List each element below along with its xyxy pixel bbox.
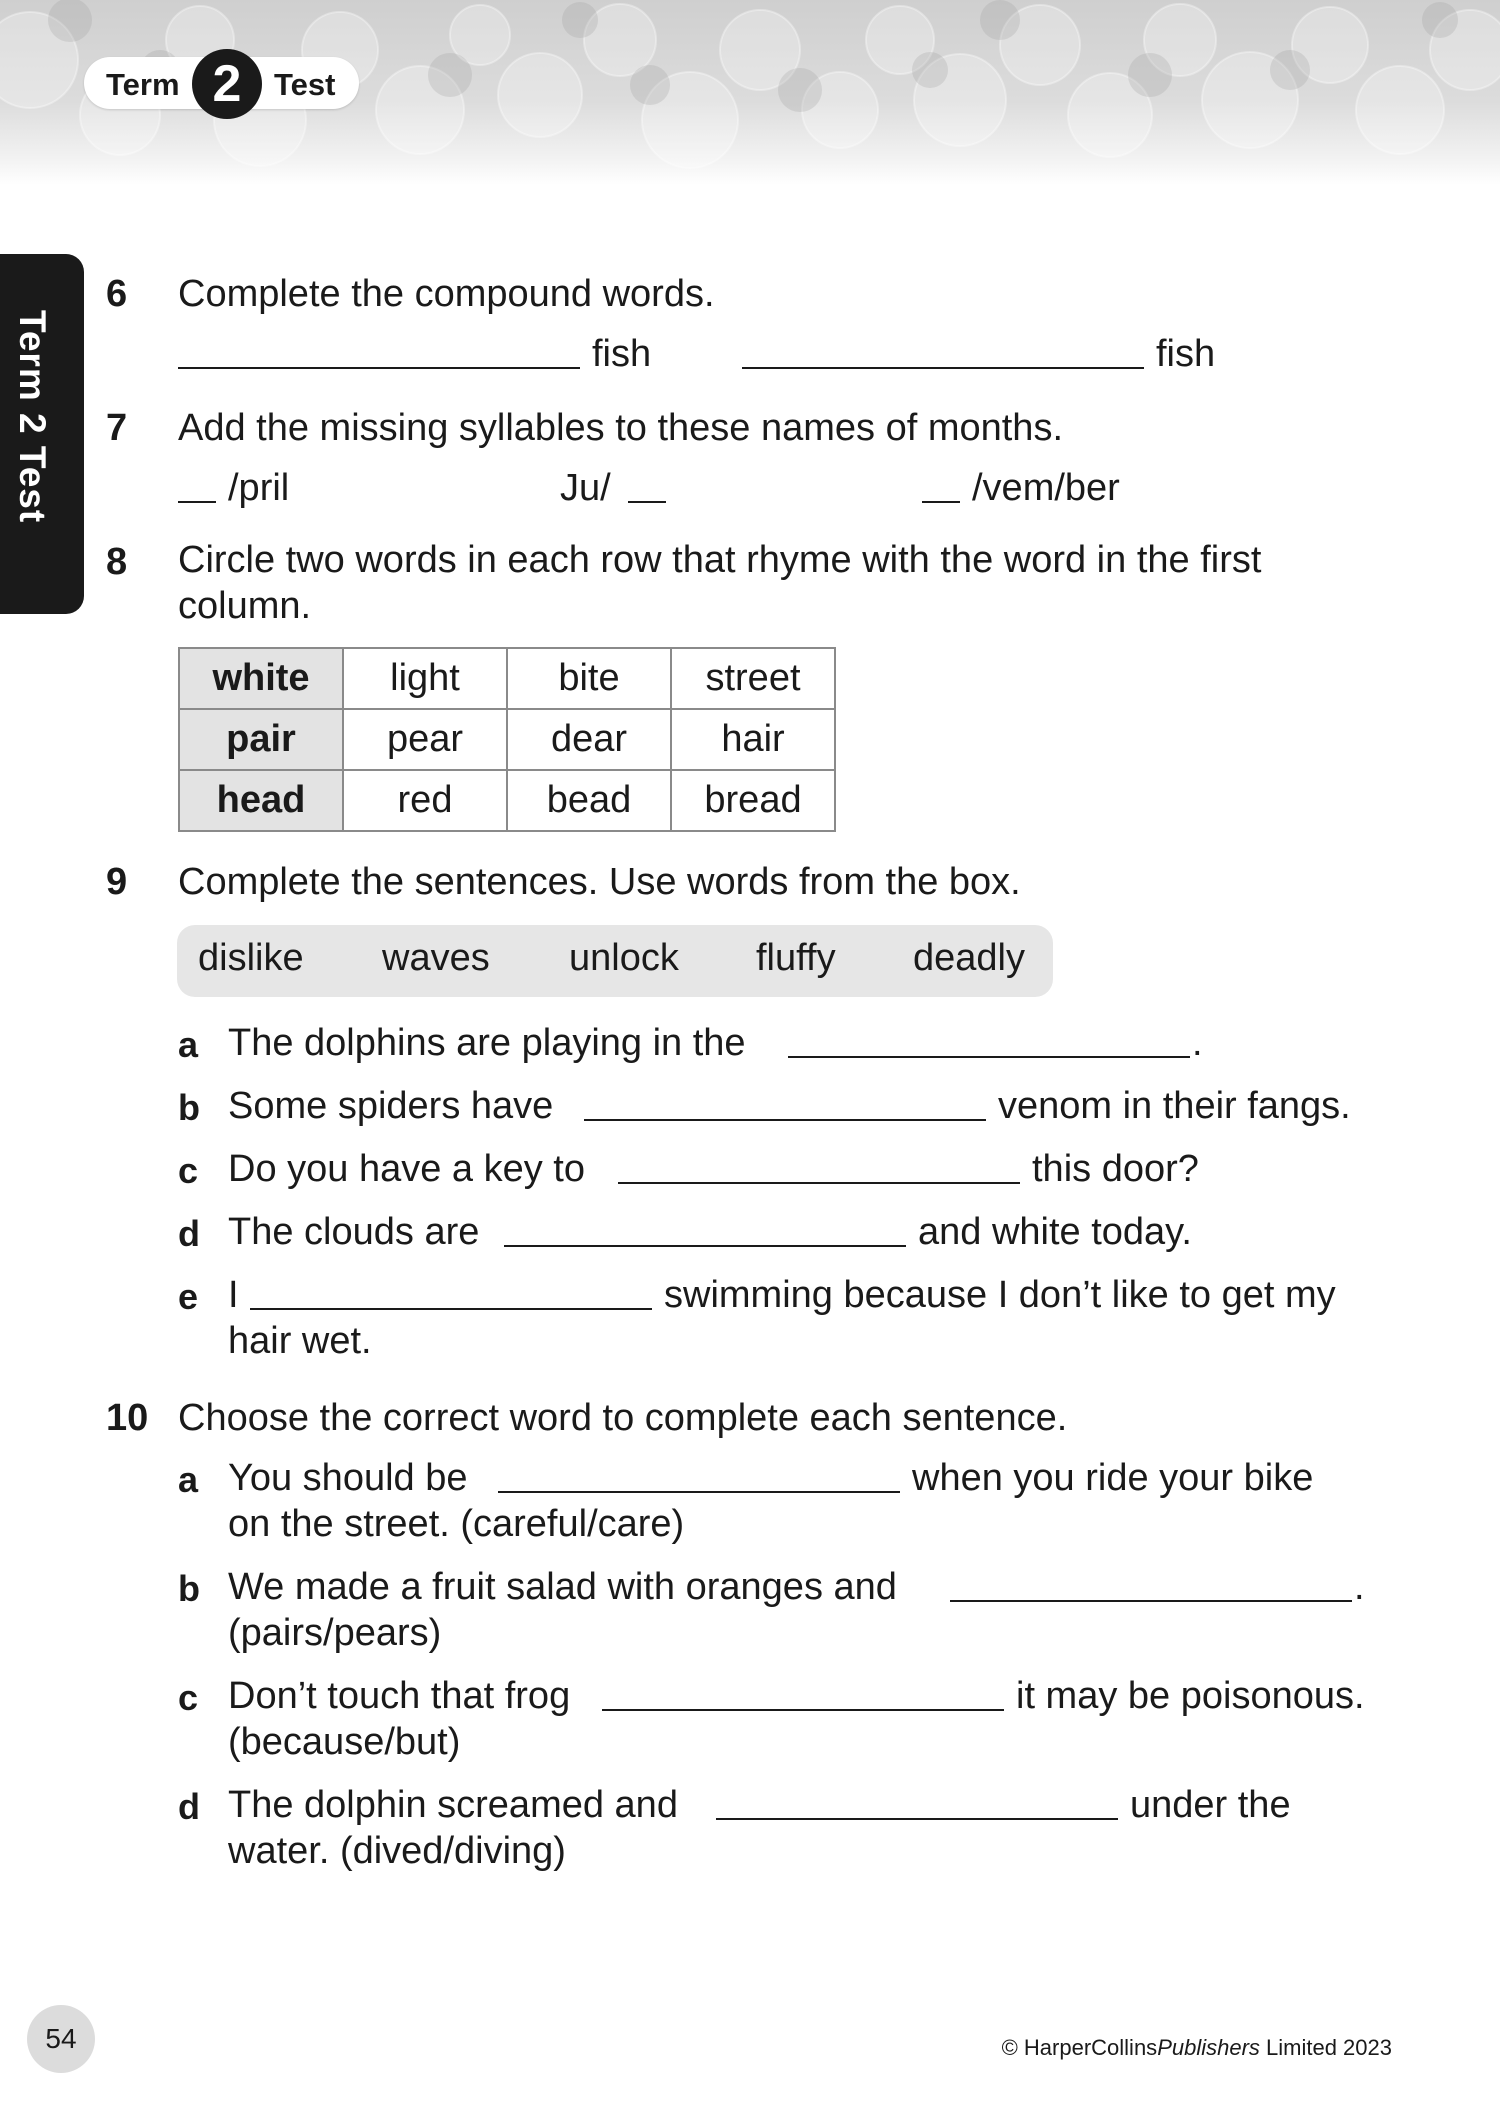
copyright-publishers: Publishers [1157,2035,1260,2060]
rhyme-option[interactable]: dear [507,709,671,770]
q6-answer-line-2[interactable] [742,367,1144,369]
q9c-text-before: Do you have a key to [228,1148,585,1190]
rhyme-option[interactable]: pear [343,709,507,770]
q9b-text-before: Some spiders have [228,1085,554,1127]
rhyme-option[interactable]: red [343,770,507,831]
q10a-answer-line[interactable] [498,1491,900,1493]
q7-item-3: /vem/ber [972,467,1120,509]
copyright-notice [1002,2035,1392,2061]
q10c-text-before: Don’t touch that frog [228,1675,571,1717]
q10d-answer-line[interactable] [716,1818,1118,1820]
q7-blank-3[interactable] [922,501,960,503]
question-6-number: 6 [106,273,128,315]
rhyme-option[interactable]: light [343,648,507,709]
question-10-number: 10 [106,1397,149,1439]
q10d-text-line2: water. (dived/diving) [228,1830,566,1872]
q9e-answer-line[interactable] [250,1308,652,1310]
badge-term-label: Term [106,67,180,102]
q7-item-2: Ju/ [560,467,611,509]
q10c-answer-line[interactable] [602,1709,1004,1711]
q10b-text-before: We made a fruit salad with oranges and [228,1566,897,1608]
q10d-text-before: The dolphin screamed and [228,1784,678,1826]
q9e-text-line2: hair wet. [228,1320,372,1362]
rhyme-option[interactable]: bite [507,648,671,709]
q9b-text-after: venom in their fangs. [998,1085,1351,1127]
rhyme-option[interactable]: hair [671,709,835,770]
q9c-answer-line[interactable] [618,1182,1020,1184]
side-tab-label: Term 2 Test [12,310,53,524]
q9d-answer-line[interactable] [504,1245,906,1247]
q10b-text-line2: (pairs/pears) [228,1612,442,1654]
q10b-answer-line[interactable] [950,1600,1352,1602]
copyright-suffix: Limited 2023 [1259,2035,1392,2060]
q10d-text-after: under the [1130,1784,1291,1826]
q10a-text-after: when you ride your bike [912,1457,1314,1499]
word-box-word: deadly [913,937,1025,979]
q10c-text-after: it may be poisonous. [1016,1675,1365,1717]
word-box-word: fluffy [756,937,836,979]
q9a-text-before: The dolphins are playing in the [228,1022,746,1064]
q10c-letter: c [178,1677,199,1718]
q9b-letter: b [178,1087,200,1128]
q6-suffix-2: fish [1156,333,1216,375]
q9e-letter: e [178,1276,199,1317]
question-7-number: 7 [106,407,128,449]
q10a-text-before: You should be [228,1457,468,1499]
rhyme-key-word: pair [179,709,343,770]
rhyme-table [178,647,836,832]
badge-test-label: Test [274,67,336,102]
q10d-letter: d [178,1786,200,1827]
q9d-text-after: and white today. [918,1211,1192,1253]
rhyme-option[interactable]: street [671,648,835,709]
q9a-text-after: . [1192,1022,1203,1064]
word-box-word: unlock [569,937,679,979]
badge-term-number: 2 [192,49,262,119]
question-8-prompt: Circle two words in each row that rhyme with the word in the first column. [178,539,1262,627]
q9e-text-before: I [228,1274,239,1316]
q6-answer-line-1[interactable] [178,367,580,369]
q7-item-1: /pril [228,467,290,509]
table-row [179,648,835,709]
q10a-letter: a [178,1459,199,1500]
word-box-word: dislike [198,937,304,979]
q6-suffix-1: fish [592,333,652,375]
question-10-prompt: Choose the correct word to complete each sentence. [178,1397,1068,1439]
rhyme-key-word: head [179,770,343,831]
question-9-number: 9 [106,861,128,903]
rhyme-option[interactable]: bead [507,770,671,831]
question-8-number: 8 [106,541,128,583]
q9e-text-after: swimming because I don’t like to get my [664,1274,1336,1316]
question-7-prompt: Add the missing syllables to these names of months. [178,407,1064,449]
q9c-text-after: this door? [1032,1148,1199,1190]
q7-blank-1[interactable] [178,501,216,503]
q10a-text-line2: on the street. (careful/care) [228,1503,685,1545]
term-test-badge [84,55,359,113]
q9a-letter: a [178,1024,199,1065]
copyright-prefix: © HarperCollins [1001,2035,1158,2060]
q9c-letter: c [178,1150,199,1191]
q10b-text-after: . [1354,1566,1365,1608]
question-6-prompt: Complete the compound words. [178,273,715,315]
table-row [179,770,835,831]
rhyme-key-word: white [179,648,343,709]
q9d-letter: d [178,1213,200,1254]
q10c-text-line2: (because/but) [228,1721,461,1763]
word-box-word: waves [382,937,490,979]
rhyme-option[interactable]: bread [671,770,835,831]
header-band [0,0,1500,185]
word-box [177,925,1053,997]
q10b-letter: b [178,1568,200,1609]
table-row [179,709,835,770]
q9d-text-before: The clouds are [228,1211,480,1253]
question-9-prompt: Complete the sentences. Use words from the box. [178,861,1021,903]
page-number: 54 [27,2005,95,2073]
q7-blank-2[interactable] [628,501,666,503]
q9b-answer-line[interactable] [584,1119,986,1121]
q9a-answer-line[interactable] [788,1056,1190,1058]
